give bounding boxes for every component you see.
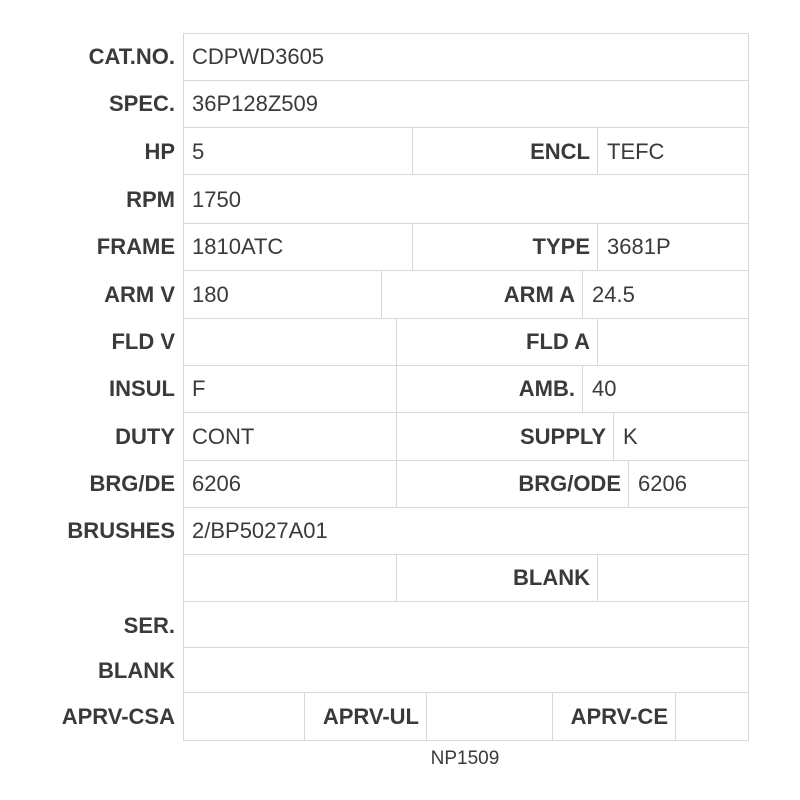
label-ser: SER. xyxy=(123,613,175,638)
value-type: 3681P xyxy=(607,234,671,259)
value-brg-ode: 6206 xyxy=(638,471,687,496)
label-fld-v: FLD V xyxy=(111,329,175,354)
label-spec: SPEC. xyxy=(108,91,175,116)
value-insul: F xyxy=(192,376,206,401)
label-brg-de: BRG/DE xyxy=(89,471,175,496)
label-hp: HP xyxy=(144,139,175,164)
value-arm-v: 180 xyxy=(192,282,229,307)
label-arm-a: ARM A xyxy=(503,282,575,307)
cell-aprv-ul-value xyxy=(426,692,553,741)
label-encl: ENCL xyxy=(530,139,590,164)
label-blank: BLANK xyxy=(513,565,590,590)
cell-rpm-value xyxy=(183,174,749,224)
label-aprv-ul: APRV-UL xyxy=(322,704,419,729)
value-hp: 5 xyxy=(192,139,205,164)
value-brg-de: 6206 xyxy=(192,471,241,496)
cell-hp-value xyxy=(183,127,413,175)
cell-blank2-value xyxy=(183,647,749,693)
label-blank2: BLANK xyxy=(98,658,175,683)
value-brushes: 2/BP5027A01 xyxy=(192,518,328,543)
value-frame: 1810ATC xyxy=(192,234,284,259)
label-insul: INSUL xyxy=(109,376,175,401)
value-spec: 36P128Z509 xyxy=(192,91,318,116)
value-arm-a: 24.5 xyxy=(592,282,635,307)
cell-blank-value xyxy=(597,554,749,602)
value-supply: K xyxy=(623,424,638,449)
value-rpm: 1750 xyxy=(192,187,241,212)
cell-fld-a-value xyxy=(597,318,749,366)
label-cat-no: CAT.NO. xyxy=(88,44,175,69)
cell-ser-value xyxy=(183,601,749,648)
label-amb: AMB. xyxy=(518,376,575,401)
cell-aprv-ce-value xyxy=(675,692,749,741)
label-frame: FRAME xyxy=(96,234,175,259)
label-supply: SUPPLY xyxy=(519,424,606,449)
cell-insul-value xyxy=(183,365,397,413)
footer-part-number: NP1509 xyxy=(430,748,500,769)
label-fld-a: FLD A xyxy=(526,329,590,354)
value-cat-no: CDPWD3605 xyxy=(192,44,325,69)
label-type: TYPE xyxy=(532,234,590,259)
value-encl: TEFC xyxy=(607,139,665,164)
label-brg-ode: BRG/ODE xyxy=(518,471,621,496)
label-arm-v: ARM V xyxy=(104,282,175,307)
cell-aprv-csa-value xyxy=(183,692,305,741)
value-duty: CONT xyxy=(192,424,255,449)
label-duty: DUTY xyxy=(115,424,175,449)
label-rpm: RPM xyxy=(126,187,175,212)
cell-blank-row-value xyxy=(183,554,397,602)
value-amb: 40 xyxy=(592,376,617,401)
label-aprv-ce: APRV-CE xyxy=(570,704,668,729)
label-aprv-csa: APRV-CSA xyxy=(61,704,175,729)
cell-fld-v-value xyxy=(183,318,397,366)
label-brushes: BRUSHES xyxy=(67,518,175,543)
